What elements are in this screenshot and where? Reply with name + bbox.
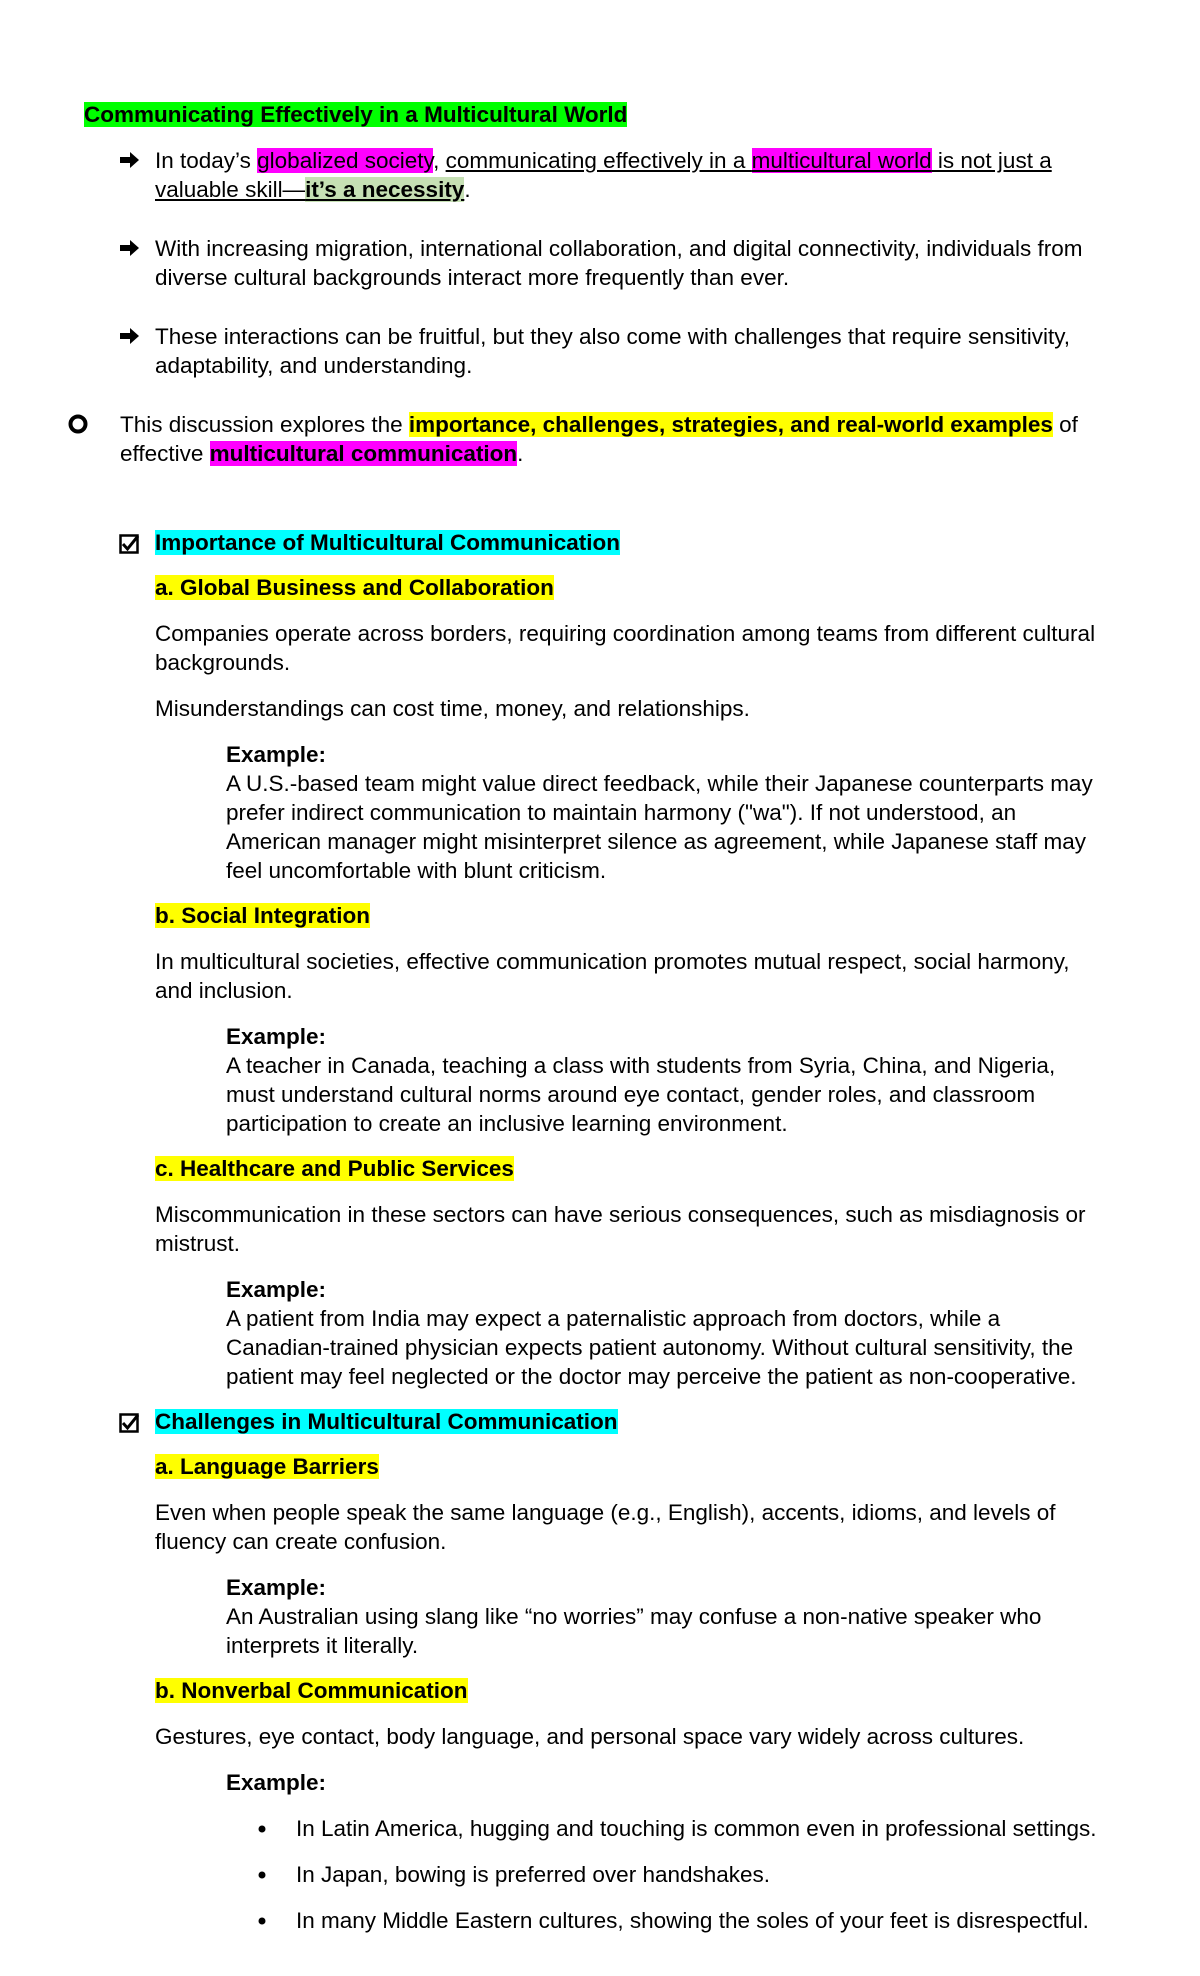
- subheading-healthcare: c. Healthcare and Public Services: [155, 1156, 514, 1181]
- intro-paragraph-1-line-1: In today’s globalized society, communicating effectively in a multicultural world is not just a: [155, 148, 1052, 173]
- checkbox-checked-icon: [119, 534, 139, 554]
- example-label: Example:: [226, 1575, 327, 1600]
- subheading-language-barriers: a. Language Barriers: [155, 1454, 379, 1479]
- intro-paragraph-3-line-2: adaptability, and understanding.: [155, 353, 473, 378]
- paragraph-line: and inclusion.: [155, 978, 293, 1003]
- subheading-social-integration: b. Social Integration: [155, 903, 371, 928]
- circle-bullet-icon: [68, 414, 88, 434]
- list-item: In Japan, bowing is preferred over handshakes.: [296, 1862, 771, 1887]
- paragraph-line: Gestures, eye contact, body language, and personal space vary widely across cultures.: [155, 1724, 1025, 1749]
- paragraph-line: Misunderstandings can cost time, money, and relationships.: [155, 696, 750, 721]
- bullet-dot-icon: [258, 1917, 266, 1925]
- paragraph-line: backgrounds.: [155, 650, 291, 675]
- example-line: American manager might misinterpret silence as agreement, while Japanese staff may: [226, 829, 1086, 854]
- subheading-nonverbal: b. Nonverbal Communication: [155, 1678, 468, 1703]
- subheading-global-business: a. Global Business and Collaboration: [155, 575, 554, 600]
- intro-paragraph-3-line-1: These interactions can be fruitful, but they also come with challenges that require sensitivity,: [155, 324, 1071, 349]
- example-line: feel uncomfortable with blunt criticism.: [226, 858, 607, 883]
- discussion-line-1: This discussion explores the importance, challenges, strategies, and real-world examples of: [120, 412, 1078, 437]
- example-line: must understand cultural norms around eye contact, gender roles, and classroom: [226, 1082, 1036, 1107]
- example-line: interprets it literally.: [226, 1633, 419, 1658]
- bullet-dot-icon: [258, 1825, 266, 1833]
- list-item: In Latin America, hugging and touching is common even in professional settings.: [296, 1816, 1097, 1841]
- arrow-right-icon: [120, 327, 140, 345]
- intro-paragraph-2-line-2: diverse cultural backgrounds interact more frequently than ever.: [155, 265, 790, 290]
- example-line: patient may feel neglected or the doctor may perceive the patient as non-cooperative.: [226, 1364, 1077, 1389]
- example-line: prefer indirect communication to maintain harmony ("wa"). If not understood, an: [226, 800, 1017, 825]
- example-label: Example:: [226, 1024, 327, 1049]
- intro-paragraph-2-line-1: With increasing migration, international collaboration, and digital connectivity, individuals from: [155, 236, 1083, 261]
- discussion-line-2: effective multicultural communication.: [120, 441, 524, 466]
- example-line: participation to create an inclusive learning environment.: [226, 1111, 788, 1136]
- document-title: Communicating Effectively in a Multicultural World: [84, 102, 628, 127]
- paragraph-line: Even when people speak the same language (e.g., English), accents, idioms, and levels of: [155, 1500, 1056, 1525]
- example-line: A U.S.-based team might value direct feedback, while their Japanese counterparts may: [226, 771, 1093, 796]
- paragraph-line: fluency can create confusion.: [155, 1529, 447, 1554]
- arrow-right-icon: [120, 239, 140, 257]
- arrow-right-icon: [120, 151, 140, 169]
- example-label: Example:: [226, 1770, 327, 1795]
- example-line: An Australian using slang like “no worries” may confuse a non-native speaker who: [226, 1604, 1042, 1629]
- example-line: A patient from India may expect a paternalistic approach from doctors, while a: [226, 1306, 1001, 1331]
- paragraph-line: Companies operate across borders, requiring coordination among teams from different cultural: [155, 621, 1096, 646]
- intro-paragraph-1-line-2: valuable skill—it’s a necessity.: [155, 177, 471, 202]
- paragraph-line: mistrust.: [155, 1231, 241, 1256]
- paragraph-line: In multicultural societies, effective communication promotes mutual respect, social harmony,: [155, 949, 1070, 974]
- list-item: In many Middle Eastern cultures, showing the soles of your feet is disrespectful.: [296, 1908, 1089, 1933]
- checkbox-checked-icon: [119, 1413, 139, 1433]
- section-heading-challenges: Challenges in Multicultural Communication: [155, 1409, 618, 1434]
- example-line: A teacher in Canada, teaching a class with students from Syria, China, and Nigeria,: [226, 1053, 1056, 1078]
- example-label: Example:: [226, 1277, 327, 1302]
- section-heading-importance: Importance of Multicultural Communication: [155, 530, 621, 555]
- paragraph-line: Miscommunication in these sectors can have serious consequences, such as misdiagnosis or: [155, 1202, 1086, 1227]
- example-line: Canadian-trained physician expects patient autonomy. Without cultural sensitivity, the: [226, 1335, 1074, 1360]
- example-label: Example:: [226, 742, 327, 767]
- bullet-dot-icon: [258, 1871, 266, 1879]
